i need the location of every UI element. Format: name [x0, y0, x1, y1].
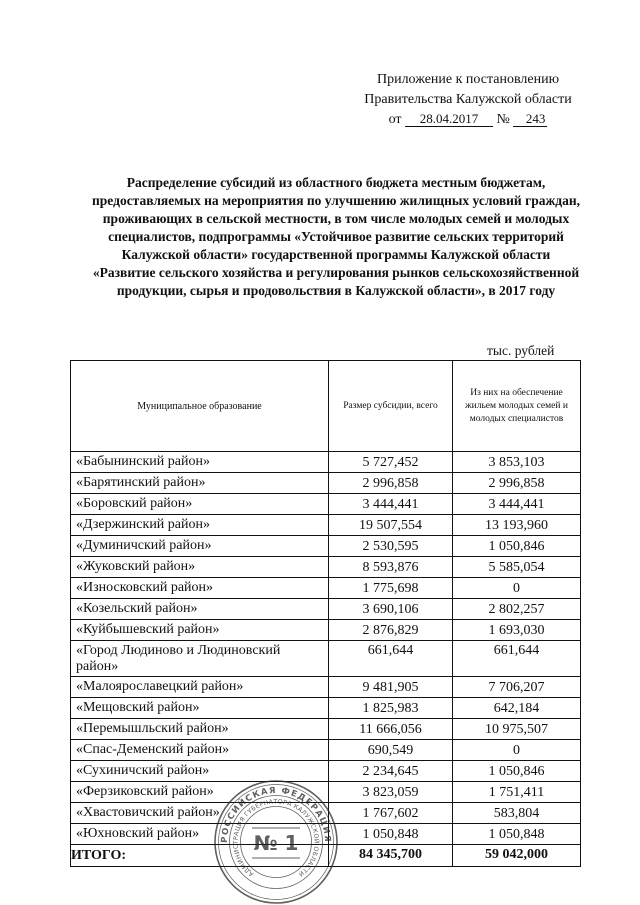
table-row [71, 515, 581, 536]
header-young-line: Из них на обеспечение [470, 387, 563, 398]
municipality-cell: «Бабынинский район» [71, 452, 329, 473]
table-row [71, 677, 581, 698]
subsidy-total-cell: 11 666,056 [329, 719, 453, 740]
subsidy-total-cell: 3 823,059 [329, 782, 453, 803]
municipality-cell: «Спас-Деменский район» [71, 740, 329, 761]
subsidy-total-cell: 2 996,858 [329, 473, 453, 494]
subsidy-total-cell: 690,549 [329, 740, 453, 761]
approval-date-line [352, 110, 584, 130]
subsidy-young-cell: 0 [453, 578, 581, 599]
subsidy-young-cell: 3 444,441 [453, 494, 581, 515]
municipality-cell: «Мещовский район» [71, 698, 329, 719]
decree-date: 28.04.2017 [405, 111, 493, 127]
total-subsidy: 84 345,700 [329, 845, 453, 867]
subsidy-total-cell: 8 593,876 [329, 557, 453, 578]
title-line: Распределение субсидий из областного бюджета местным бюджетам, [126, 175, 546, 190]
table-row [71, 536, 581, 557]
municipality-cell: «Думиничский район» [71, 536, 329, 557]
subsidy-young-cell: 1 050,846 [453, 761, 581, 782]
municipality-cell: «Барятинский район» [71, 473, 329, 494]
table-row [71, 494, 581, 515]
units-label: тыс. рублей [487, 343, 555, 358]
subsidy-young-cell: 1 693,030 [453, 620, 581, 641]
table-row [71, 473, 581, 494]
subsidy-total-cell: 1 767,602 [329, 803, 453, 824]
header-young-line: жильем молодых семей и [465, 400, 568, 411]
header-municipality: Муниципальное образование [71, 361, 329, 452]
approval-block [352, 70, 584, 130]
subsidy-total-cell: 1 775,698 [329, 578, 453, 599]
subsidy-total-cell: 3 690,106 [329, 599, 453, 620]
subsidy-young-cell: 1 050,848 [453, 824, 581, 845]
seal-inner-text: АДМИНИСТРАЦИЯ ГУБЕРНАТОРА КАЛУЖСКОЙ ОБЛАСТИ [232, 798, 320, 878]
table-row [71, 698, 581, 719]
municipality-cell: «Юхновский район» [71, 824, 329, 845]
municipality-cell: «Малоярославецкий район» [71, 677, 329, 698]
table-row [71, 452, 581, 473]
municipality-cell: «Козельский район» [71, 599, 329, 620]
date-prefix: от [388, 112, 402, 127]
seal-outer-text: РОССИЙСКАЯ ФЕДЕРАЦИЯ [219, 785, 333, 844]
subsidy-young-cell: 0 [453, 740, 581, 761]
municipality-cell: «Жуковский район» [71, 557, 329, 578]
municipality-cell: «Износковский район» [71, 578, 329, 599]
subsidy-young-cell: 5 585,054 [453, 557, 581, 578]
municipality-cell: «Дзержинский район» [71, 515, 329, 536]
subsidy-young-cell: 1 751,411 [453, 782, 581, 803]
municipality-cell: «Перемышльский район» [71, 719, 329, 740]
total-subsidy-young: 59 042,000 [453, 845, 581, 867]
table-row [71, 578, 581, 599]
subsidy-young-cell: 1 050,846 [453, 536, 581, 557]
official-seal-icon [208, 776, 344, 904]
title-line: «Развитие сельского хозяйства и регулирования рынков сельскохозяйственной [92, 265, 580, 280]
table-row [71, 740, 581, 761]
table-row [71, 557, 581, 578]
subsidy-young-cell: 583,804 [453, 803, 581, 824]
municipality-cell: «Боровский район» [71, 494, 329, 515]
subsidy-total-cell: 19 507,554 [329, 515, 453, 536]
subsidy-total-cell: 3 444,441 [329, 494, 453, 515]
subsidy-young-cell: 13 193,960 [453, 515, 581, 536]
table-row [71, 641, 581, 677]
municipality-cell: «Ферзиковский район» [71, 782, 329, 803]
subsidy-young-cell: 2 996,858 [453, 473, 581, 494]
subsidy-young-cell: 10 975,507 [453, 719, 581, 740]
decree-number: 243 [513, 111, 547, 127]
title-line: проживающих в сельской местности, в том числе молодых семей и молодых [102, 211, 570, 226]
title-line: предоставляемых на мероприятия по улучшению жилищных условий граждан, [92, 193, 580, 208]
document-title [36, 174, 636, 300]
approval-line-1: Приложение к постановлению [376, 72, 560, 87]
subsidy-young-cell: 7 706,207 [453, 677, 581, 698]
municipality-cell: «Хвастовичский район» [71, 803, 329, 824]
table-row [71, 719, 581, 740]
table-row [71, 620, 581, 641]
subsidy-total-cell: 5 727,452 [329, 452, 453, 473]
number-prefix: № [496, 112, 510, 127]
title-line: специалистов, подпрограммы «Устойчивое развитие сельских территорий [108, 229, 564, 244]
subsidy-young-cell: 661,644 [453, 641, 581, 677]
table-row [71, 599, 581, 620]
seal-number: № 1 [253, 831, 299, 855]
subsidy-young-cell: 642,184 [453, 698, 581, 719]
subsidy-total-cell: 2 876,829 [329, 620, 453, 641]
municipality-cell: «Куйбышевский район» [71, 620, 329, 641]
header-subsidy-young [453, 361, 581, 452]
subsidy-young-cell: 2 802,257 [453, 599, 581, 620]
subsidy-total-cell: 1 825,983 [329, 698, 453, 719]
header-subsidy-total: Размер субсидии, всего [329, 361, 453, 452]
municipality-cell: «Сухиничский район» [71, 761, 329, 782]
title-line: Калужской области» государственной программы Калужской области [121, 247, 551, 262]
municipality-cell: «Город Людиново и Людиновский район» [71, 641, 329, 677]
title-line: продукции, сырья и продовольствия в Калужской области», в 2017 году [116, 283, 556, 298]
subsidy-total-cell: 661,644 [329, 641, 453, 677]
subsidy-total-cell: 1 050,848 [329, 824, 453, 845]
subsidy-total-cell: 9 481,905 [329, 677, 453, 698]
approval-line-2: Правительства Калужской области [364, 92, 572, 107]
total-label: ИТОГО: [71, 845, 329, 867]
header-young-line: молодых специалистов [469, 413, 564, 424]
subsidy-total-cell: 2 234,645 [329, 761, 453, 782]
table-header-row [71, 361, 581, 452]
subsidy-total-cell: 2 530,595 [329, 536, 453, 557]
subsidy-young-cell: 3 853,103 [453, 452, 581, 473]
